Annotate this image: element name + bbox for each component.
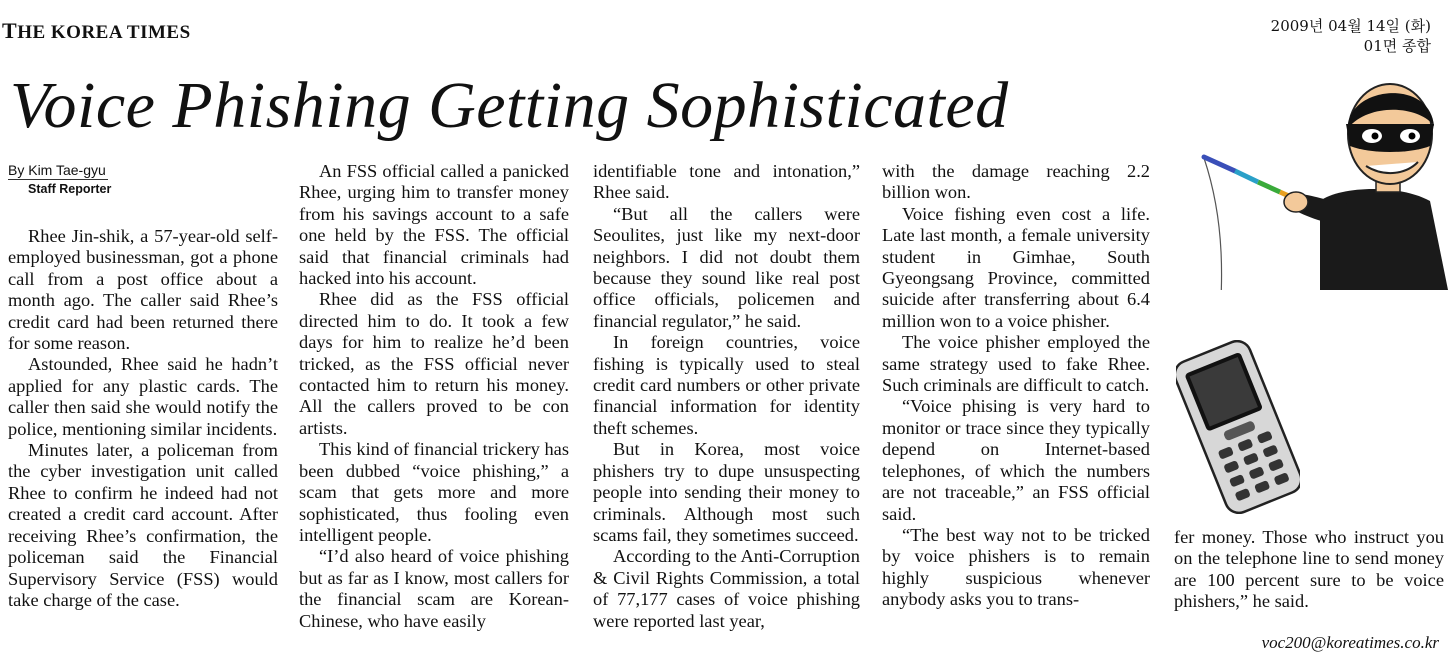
paragraph: Rhee did as the FSS official directed him to do. It took a few days for him to realize he’d been tricked, as the FSS official never contacted him to return his money. All the callers proved to be con artists.	[299, 289, 569, 438]
paragraph: “Voice phising is very hard to monitor or trace since they typically depend on Internet-based telephones, of which the numbers are not traceable,” an FSS official said.	[882, 396, 1150, 524]
paragraph: Minutes later, a policeman from the cyber investigation unit called Rhee to confirm he indeed had not created a credit card account. After receiving Rhee’s confirmation, the policeman said the Financial Supervisory Service (FSS) would take charge of the case.	[8, 440, 278, 610]
article-column-4	[882, 161, 1150, 611]
article-column-5	[1174, 527, 1444, 613]
dateline	[1271, 16, 1431, 56]
masthead-first: T	[2, 18, 18, 43]
paragraph: “I’d also heard of voice phishing but as far as I know, most callers for the financial scam are Korean-Chinese, who have easily	[299, 546, 569, 631]
paragraph: According to the Anti-Corruption & Civil Rights Commission, a total of 77,177 cases of voice phishing were reported last year,	[593, 546, 860, 631]
paragraph: An FSS official called a panicked Rhee, urging him to transfer money from his savings account to a safe one held by the FSS. The official said that financial criminals had hacked into his account.	[299, 161, 569, 289]
byline	[8, 161, 111, 198]
paragraph: with the damage reaching 2.2 billion won.	[882, 161, 1150, 203]
paragraph: Astounded, Rhee said he hadn’t applied for any plastic cards. The caller then said she would notify the police, mentioning similar incidents.	[8, 354, 278, 439]
reporter-email: voc200@koreatimes.co.kr	[1261, 633, 1439, 652]
masthead	[2, 18, 191, 44]
date-text: 2009년 04월 14일 (화)	[1270, 17, 1431, 35]
paragraph: But in Korea, most voice phishers try to dupe unsuspecting people into sending their money to criminals. Although most such scams fail, they sometimes succeed.	[593, 439, 860, 545]
byline-role: Staff Reporter	[28, 182, 112, 196]
article-column-2	[299, 161, 569, 632]
paragraph: “The best way not to be tricked by voice phishers is to remain highly suspicious whenever anybody asks you to trans-	[882, 524, 1150, 610]
paragraph: Rhee Jin-shik, a 57-year-old self-employed businessman, got a phone call from a post office about a month ago. The caller said Rhee’s credit card had been returned there for some reason.	[8, 226, 278, 354]
paragraph: Voice fishing even cost a life. Late last month, a female university student in Gimhae, South Gyeongsang Province, committed suicide after transferring about 6.4 million won to a voice phisher.	[882, 203, 1150, 331]
burglar-fishing-icon	[1190, 76, 1448, 290]
paragraph: “But all the callers were Seoulites, just like my next-door neighbors. I did not doubt them because they sound like real post office officials, policemen and financial regulator,” he said.	[593, 203, 860, 331]
mobile-phone-icon	[1176, 340, 1300, 514]
paragraph: identifiable tone and intonation,” Rhee said.	[593, 161, 860, 203]
masthead-rest: HE KOREA TIMES	[17, 22, 191, 43]
byline-name: By Kim Tae-gyu	[8, 162, 106, 178]
section-text: 01면 종합	[1363, 37, 1431, 55]
paragraph: The voice phisher employed the same strategy used to fake Rhee. Such criminals are difficult to catch.	[882, 332, 1150, 396]
headline: Voice Phishing Getting Sophisticated	[10, 69, 1009, 142]
paragraph: In foreign countries, voice fishing is typically used to steal credit card numbers or other private financial information for identity theft schemes.	[593, 332, 860, 438]
article-column-1	[8, 226, 278, 611]
paragraph: fer money. Those who instruct you on the telephone line to send money are 100 percent sure to be voice phishers,” he said.	[1174, 527, 1444, 612]
paragraph: This kind of financial trickery has been dubbed “voice phishing,” a scam that gets more and more sophisticated, thus fooling even intelligent people.	[299, 439, 569, 545]
article-column-3	[593, 161, 860, 632]
